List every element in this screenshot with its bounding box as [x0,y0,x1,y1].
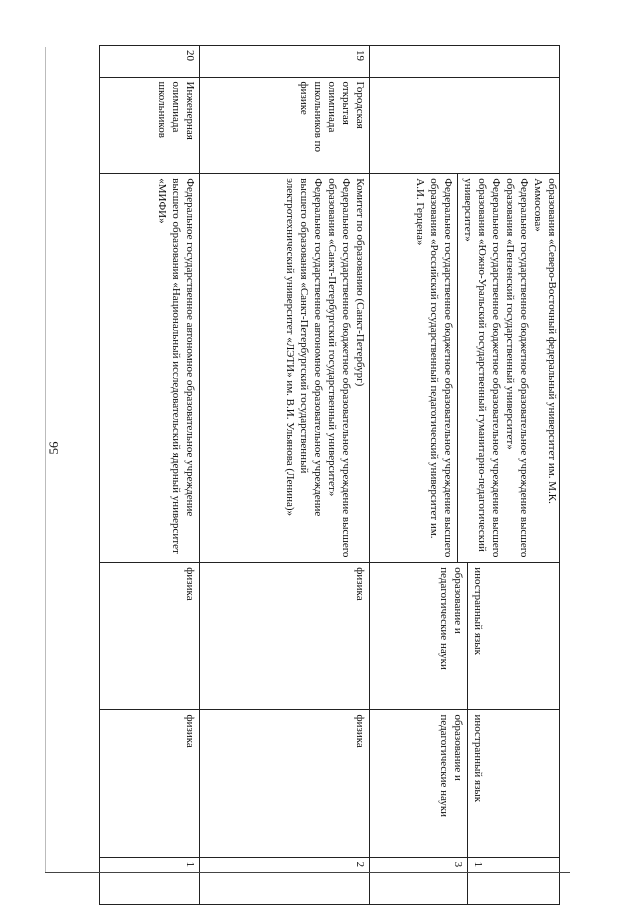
row-number-cell: 20 [100,46,200,78]
organizer-text: образования «Северо-Восточный федеральный университет им. М.К. Аммосова» [532,178,558,504]
level-text: 3 [370,858,468,904]
olympiad-table-rotated [100,45,560,905]
organizer-text: Федеральное государственное бюджетное образовательное учреждение высшего образования «Южно-Уральский государственный гуманитарно-педагогический университет» [462,178,502,558]
table-row [100,46,200,905]
profile-cell [370,563,560,710]
olympiad-name-cell [370,77,560,174]
profile-cell: физика [200,563,370,710]
subject-cell [370,710,560,857]
bottom-rule [45,872,570,873]
subject-cell: физика [100,710,200,857]
subject-cell: физика [200,710,370,857]
level-cell [370,857,560,904]
organizers-cell [200,174,370,563]
row-number-cell [370,46,560,78]
level-text: 1 [472,861,484,868]
organizers-cell [100,174,200,563]
subject-text: образование и педагогические науки [370,710,468,856]
table-row [200,46,370,905]
olympiad-name-cell: Инженерная олимпиада школьников [100,77,200,174]
organizer-text: Федеральное государственное бюджетное образовательное учреждение высшего образования «Санкт-Петербургский государственный университет» [326,178,352,558]
page-number: 56 [46,441,61,455]
organizer-text: Федеральное государственное автономное образовательное учреждение высшего образования «Национальный исследовательский ядерный университет «МИФИ» [156,178,196,554]
profile-text: образование и педагогические науки [370,563,468,709]
organizer-text: Федеральное государственное автономное образовательное учреждение высшего образования «Санкт-Петербургский государственный электротехнический университет «ЛЭТИ» им. В.И. Ульянова (Ленина)» [284,178,324,517]
level-cell: 1 [100,857,200,904]
row-number-cell: 19 [200,46,370,78]
table-row [370,46,560,905]
olympiad-name-cell: Городская открытая олимпиада школьников по физике [200,77,370,174]
organizer-text: Федеральное государственное бюджетное образовательное учреждение высшего образования «Российский государственный педагогический университет им. А.И. Герцена» [413,174,458,562]
subject-text: иностранный язык [472,714,484,803]
profile-text: иностранный язык [472,567,484,655]
organizers-cell [370,174,560,563]
organizer-text: Федеральное государственное бюджетное образовательное учреждение высшего образования «Пензенский государственный университет» [504,178,530,558]
level-cell: 2 [200,857,370,904]
left-margin-line [45,47,46,872]
olympiad-table [99,45,560,905]
organizer-text: Комитет по образованию (Санкт-Петербург) [354,178,366,387]
profile-cell: физика [100,563,200,710]
